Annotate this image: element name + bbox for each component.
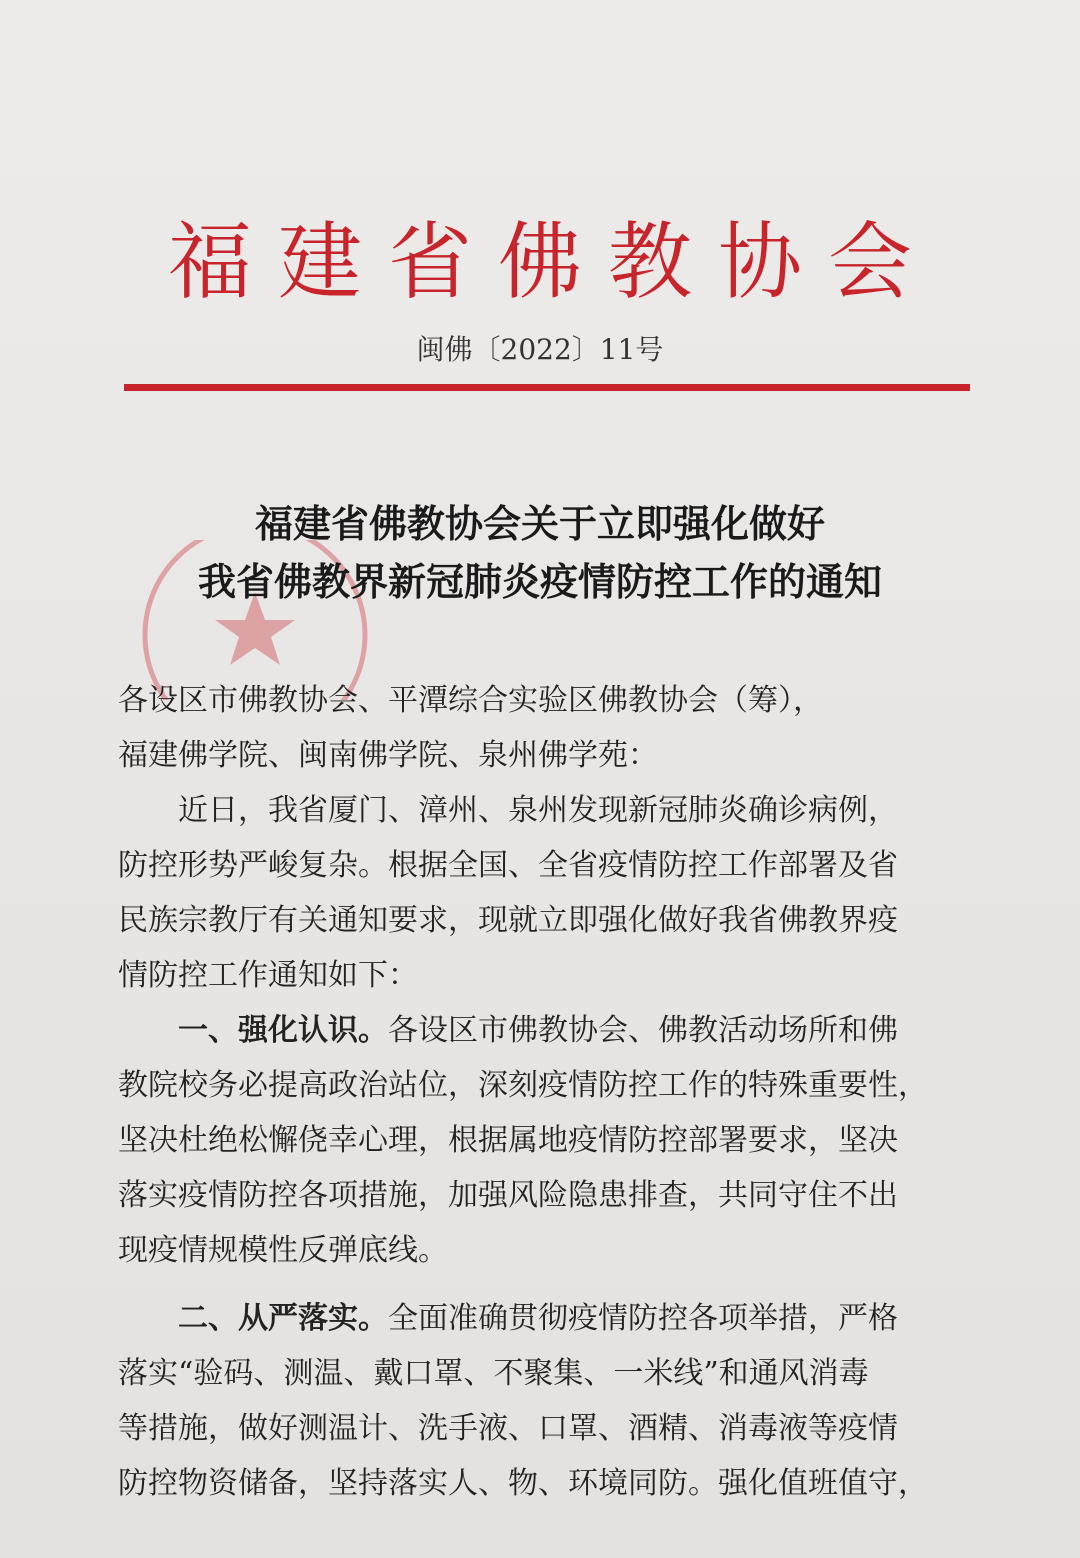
notice-title-line: 我省佛教界新冠肺炎疫情防控工作的通知: [197, 559, 882, 604]
paragraph-line: 民族宗教厅有关通知要求，现就立即强化做好我省佛教界疫: [118, 903, 898, 938]
section-line: [118, 1003, 948, 1058]
paragraph-line: 现疫情规模性反弹底线。: [118, 1233, 448, 1268]
notice-title: [0, 495, 1080, 611]
section-heading: 一、强化认识。: [178, 1013, 388, 1048]
section-line: [118, 1291, 948, 1346]
section-text: 各设区市佛教协会、佛教活动场所和佛: [388, 1013, 898, 1048]
document-number: 闽佛〔2022〕11号: [416, 333, 664, 366]
notice-title-line: 福建省佛教协会关于立即强化做好: [254, 501, 825, 546]
paragraph-line: 落实“验码、测温、戴口罩、不聚集、一米线”和通风消毒: [118, 1356, 869, 1391]
recipients-line: 福建佛学院、闽南佛学院、泉州佛学苑：: [118, 738, 658, 773]
paragraph-gap: [118, 1278, 948, 1291]
section-heading: 二、从严落实。: [178, 1301, 388, 1336]
paragraph-line: 近日，我省厦门、漳州、泉州发现新冠肺炎确诊病例，: [178, 793, 898, 828]
document-body: [118, 673, 948, 1511]
section-text: 全面准确贯彻疫情防控各项举措，严格: [388, 1301, 898, 1336]
paragraph-line: 等措施，做好测温计、洗手液、口罩、酒精、消毒液等疫情: [118, 1411, 898, 1446]
recipients-line: 各设区市佛教协会、平潭综合实验区佛教协会（筹），: [118, 683, 823, 718]
paragraph-line: 坚决杜绝松懈侥幸心理，根据属地疫情防控部署要求，坚决: [118, 1123, 898, 1158]
paragraph-line: 防控物资储备，坚持落实人、物、环境同防。强化值班值守，: [118, 1466, 928, 1501]
paragraph-line: 防控形势严峻复杂。根据全国、全省疫情防控工作部署及省: [118, 848, 898, 883]
red-divider-rule: [124, 384, 970, 391]
paragraph-line: 教院校务必提高政治站位，深刻疫情防控工作的特殊重要性，: [118, 1068, 928, 1103]
org-name-heading: 福建省佛教协会: [167, 213, 938, 311]
paragraph-line: 情防控工作通知如下：: [118, 958, 418, 993]
paragraph-line: 落实疫情防控各项措施，加强风险隐患排查，共同守住不出: [118, 1178, 898, 1213]
